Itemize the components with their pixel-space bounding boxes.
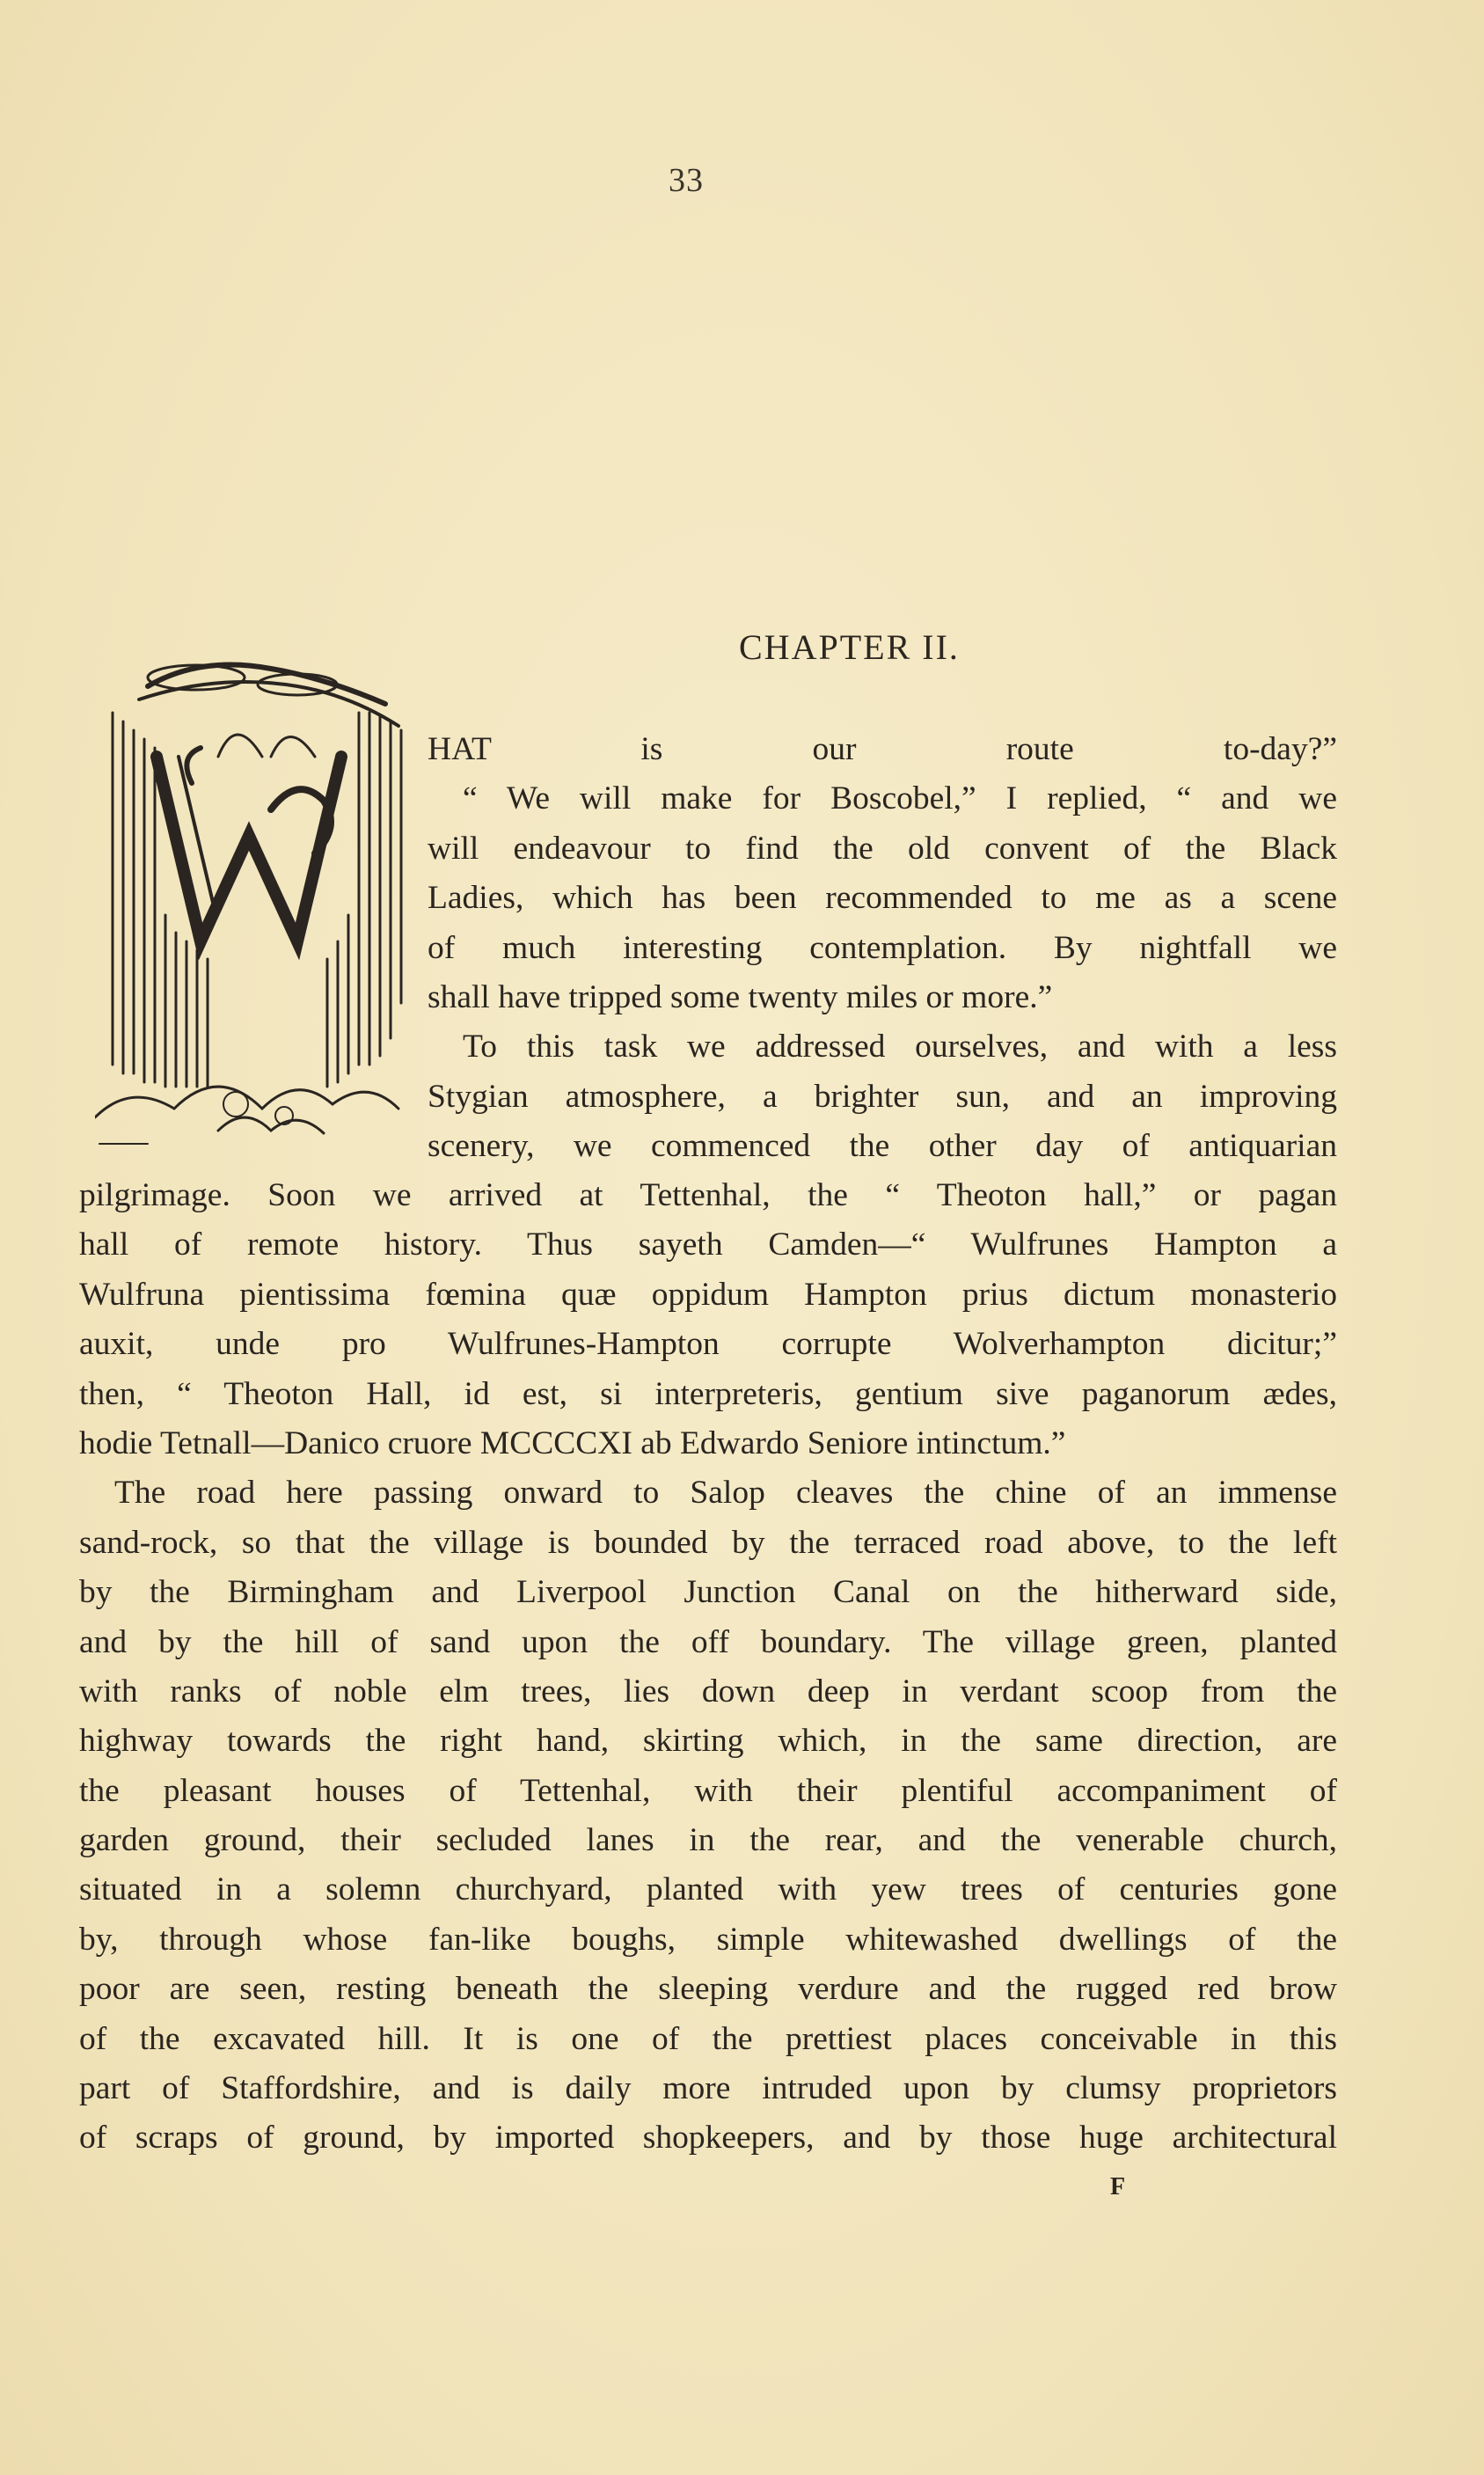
text-line: “ We will make for Boscobel,” I replied, “ and we [463,780,1337,817]
paragraph-beside-initial [428,725,1337,1172]
text-line: of much interesting contemplation. By nightfall we [428,929,1337,966]
text-line: Stygian atmosphere, a brighter sun, and an improving [428,1078,1337,1115]
text-line: part of Staffordshire, and is daily more intruded upon by clumsy proprietors [79,2070,1337,2107]
text-line: with ranks of noble elm trees, lies down deep in verdant scoop from the [79,1673,1337,1710]
text-line: Wulfruna pientissima fœmina quæ oppidum Hampton prius dictum monasterio [79,1276,1337,1313]
page-number: 33 [669,162,704,199]
text-line: highway towards the right hand, skirting which, in the same direction, are [79,1723,1337,1760]
text-line: scenery, we commenced the other day of antiquarian [428,1128,1337,1165]
text-line: auxit, unde pro Wulfrunes-Hampton corrupte Wolverhampton dicitur;” [79,1326,1337,1363]
text-line: To this task we addressed ourselves, and with a less [463,1029,1337,1065]
text-line: The road here passing onward to Salop cleaves the chine of an immense [114,1475,1337,1512]
text-line: garden ground, their secluded lanes in the rear, and the venerable church, [79,1822,1337,1859]
text-line: by, through whose fan-like boughs, simple whitewashed dwellings of the [79,1921,1337,1958]
text-line: HAT is our route to-day?” [428,731,1337,767]
paragraph-full-width [79,1171,1337,2164]
text-line: pilgrimage. Soon we arrived at Tettenhal, the “ Theoton hall,” or pagan [79,1177,1337,1213]
text-line: of the excavated hill. It is one of the prettiest places conceivable in this [79,2020,1337,2057]
text-line: the pleasant houses of Tettenhal, with their plentiful accompaniment of [79,1772,1337,1809]
text-line: shall have tripped some twenty miles or more.” [428,978,1053,1015]
text-line: will endeavour to find the old convent of the Black [428,830,1337,867]
text-line: of scraps of ground, by imported shopkeepers, and by those huge architectural [79,2120,1337,2156]
chapter-title: CHAPTER II. [739,627,960,667]
text-line: hodie Tetnall—Danico cruore MCCCCXI ab Edwardo Seniore intinctum.” [79,1424,1066,1461]
text-line: and by the hill of sand upon the off boundary. The village green, planted [79,1623,1337,1660]
text-line: Ladies, which has been recommended to me as a scene [428,880,1337,917]
text-line: situated in a solemn churchyard, planted with yew trees of centuries gone [79,1871,1337,1908]
text-line: hall of remote history. Thus sayeth Camden—“ Wulfrunes Hampton a [79,1227,1337,1263]
text-line: sand-rock, so that the village is bounded by the terraced road above, to the left [79,1524,1337,1561]
signature-mark: F [1110,2173,1126,2200]
text-line: by the Birmingham and Liverpool Junction Canal on the hitherward side, [79,1574,1337,1611]
ornamental-initial-w-icon [95,651,422,1157]
text-line: poor are seen, resting beneath the sleeping verdure and the rugged red brow [79,1971,1337,2008]
text-line: then, “ Theoton Hall, id est, si interpreteris, gentium sive paganorum ædes, [79,1375,1337,1412]
